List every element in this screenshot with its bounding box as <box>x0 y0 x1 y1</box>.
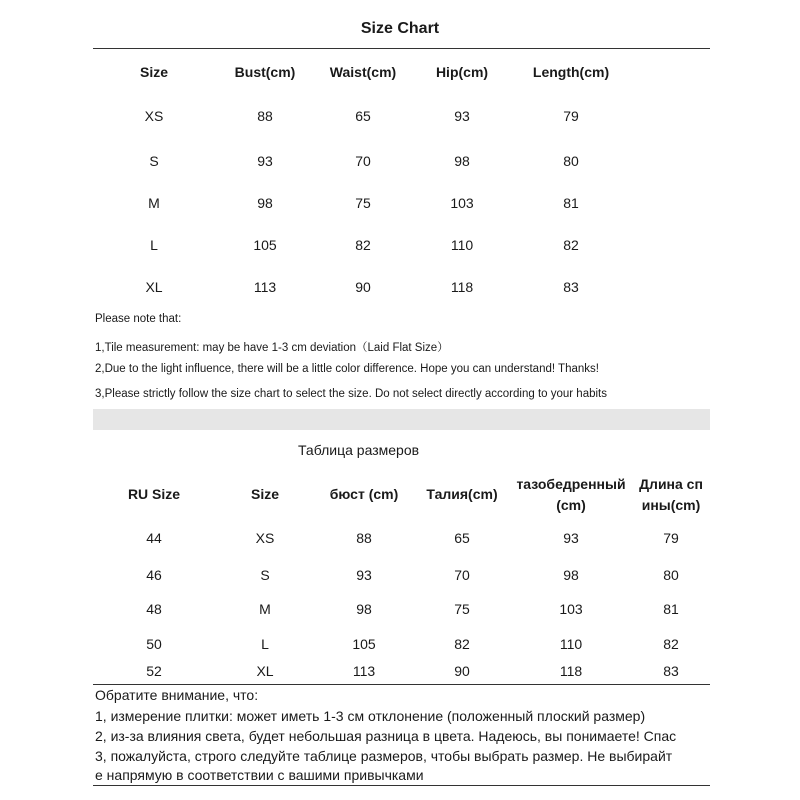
note-line: 2,Due to the light influence, there will be a little color difference. Hope you can understand! Thanks! <box>95 363 599 375</box>
table-cell: 118 <box>559 663 583 679</box>
table-cell: 90 <box>355 279 371 295</box>
note-heading: Обратите внимание, что: <box>95 687 259 703</box>
table-cell: 48 <box>146 601 162 617</box>
notes-divider <box>93 684 710 685</box>
table-cell: 82 <box>563 237 579 253</box>
note-line: 3,Please strictly follow the size chart to select the size. Do not select directly according to your habits <box>95 388 607 400</box>
section-separator-band <box>93 409 710 430</box>
title-divider <box>93 48 710 49</box>
table-cell: 80 <box>563 153 579 169</box>
table-cell: 98 <box>563 567 579 583</box>
table-cell: 65 <box>355 108 371 124</box>
table-cell: 83 <box>663 663 679 679</box>
table-cell: 80 <box>663 567 679 583</box>
table-cell: 70 <box>454 567 470 583</box>
note-line: 3, пожалуйста, строго следуйте таблице размеров, чтобы выбрать размер. Не выбирайт <box>95 748 673 764</box>
table-cell: 50 <box>146 636 162 652</box>
table-cell: 90 <box>454 663 470 679</box>
table-cell: 110 <box>559 636 583 652</box>
size-chart-title: Size Chart <box>360 20 440 37</box>
table-cell: 103 <box>450 195 474 211</box>
table-cell: 113 <box>253 279 277 295</box>
table-cell: XL <box>145 279 163 295</box>
table-cell: 82 <box>663 636 679 652</box>
column-header-bust: бюст (cm) <box>329 486 399 502</box>
column-header-size: Size <box>250 486 280 502</box>
table-cell: 98 <box>356 601 372 617</box>
column-header-length-cont: ины(cm) <box>641 497 701 513</box>
table-cell: 79 <box>563 108 579 124</box>
table-cell: 75 <box>454 601 470 617</box>
column-header-hip-unit: (cm) <box>556 497 586 513</box>
column-header-ru-size: RU Size <box>127 486 181 502</box>
table-cell: 88 <box>257 108 273 124</box>
table-cell: XS <box>144 108 164 124</box>
table-cell: 81 <box>663 601 679 617</box>
table-cell: 81 <box>563 195 579 211</box>
table-cell: 110 <box>450 237 474 253</box>
table-cell: 88 <box>356 530 372 546</box>
ru-size-chart-title: Таблица размеров <box>298 442 420 458</box>
table-cell: 46 <box>146 567 162 583</box>
table-cell: 98 <box>454 153 470 169</box>
table-cell: 83 <box>563 279 579 295</box>
column-header-waist: Талия(cm) <box>426 486 498 502</box>
table-cell: S <box>149 153 159 169</box>
table-cell: XL <box>256 663 274 679</box>
bottom-divider <box>93 785 710 786</box>
column-header-waist: Waist(cm) <box>329 64 397 80</box>
table-cell: 82 <box>454 636 470 652</box>
table-cell: L <box>261 636 269 652</box>
table-cell: S <box>260 567 270 583</box>
column-header-length: Длина сп <box>639 476 703 492</box>
note-line: е напрямую в соответствии с вашими привычками <box>95 767 424 783</box>
table-cell: 93 <box>563 530 579 546</box>
table-cell: 105 <box>253 237 277 253</box>
note-line: 1,Tile measurement: may be have 1-3 cm deviation（Laid Flat Size） <box>95 342 449 354</box>
table-cell: 79 <box>663 530 679 546</box>
table-cell: 70 <box>355 153 371 169</box>
table-cell: XS <box>255 530 275 546</box>
note-line: 2, из-за влияния света, будет небольшая разница в цвета. Надеюсь, вы понимаете! Спас <box>95 728 677 744</box>
table-cell: 44 <box>146 530 162 546</box>
column-header-length: Length(cm) <box>532 64 610 80</box>
column-header-bust: Bust(cm) <box>234 64 296 80</box>
table-cell: 118 <box>450 279 474 295</box>
column-header-hip: Hip(cm) <box>435 64 489 80</box>
table-cell: 65 <box>454 530 470 546</box>
note-line: 1, измерение плитки: может иметь 1-3 см отклонение (положенный плоский размер) <box>95 708 646 724</box>
table-cell: 52 <box>146 663 162 679</box>
table-cell: 105 <box>352 636 376 652</box>
table-cell: 93 <box>454 108 470 124</box>
table-cell: L <box>150 237 158 253</box>
table-cell: 113 <box>352 663 376 679</box>
table-cell: 103 <box>559 601 583 617</box>
note-heading: Please note that: <box>95 313 182 325</box>
table-cell: M <box>259 601 271 617</box>
table-cell: 93 <box>356 567 372 583</box>
column-header-size: Size <box>139 64 169 80</box>
column-header-hip: тазобедренный <box>516 476 626 492</box>
table-cell: 75 <box>355 195 371 211</box>
table-cell: 82 <box>355 237 371 253</box>
table-cell: 93 <box>257 153 273 169</box>
table-cell: M <box>148 195 160 211</box>
table-cell: 98 <box>257 195 273 211</box>
